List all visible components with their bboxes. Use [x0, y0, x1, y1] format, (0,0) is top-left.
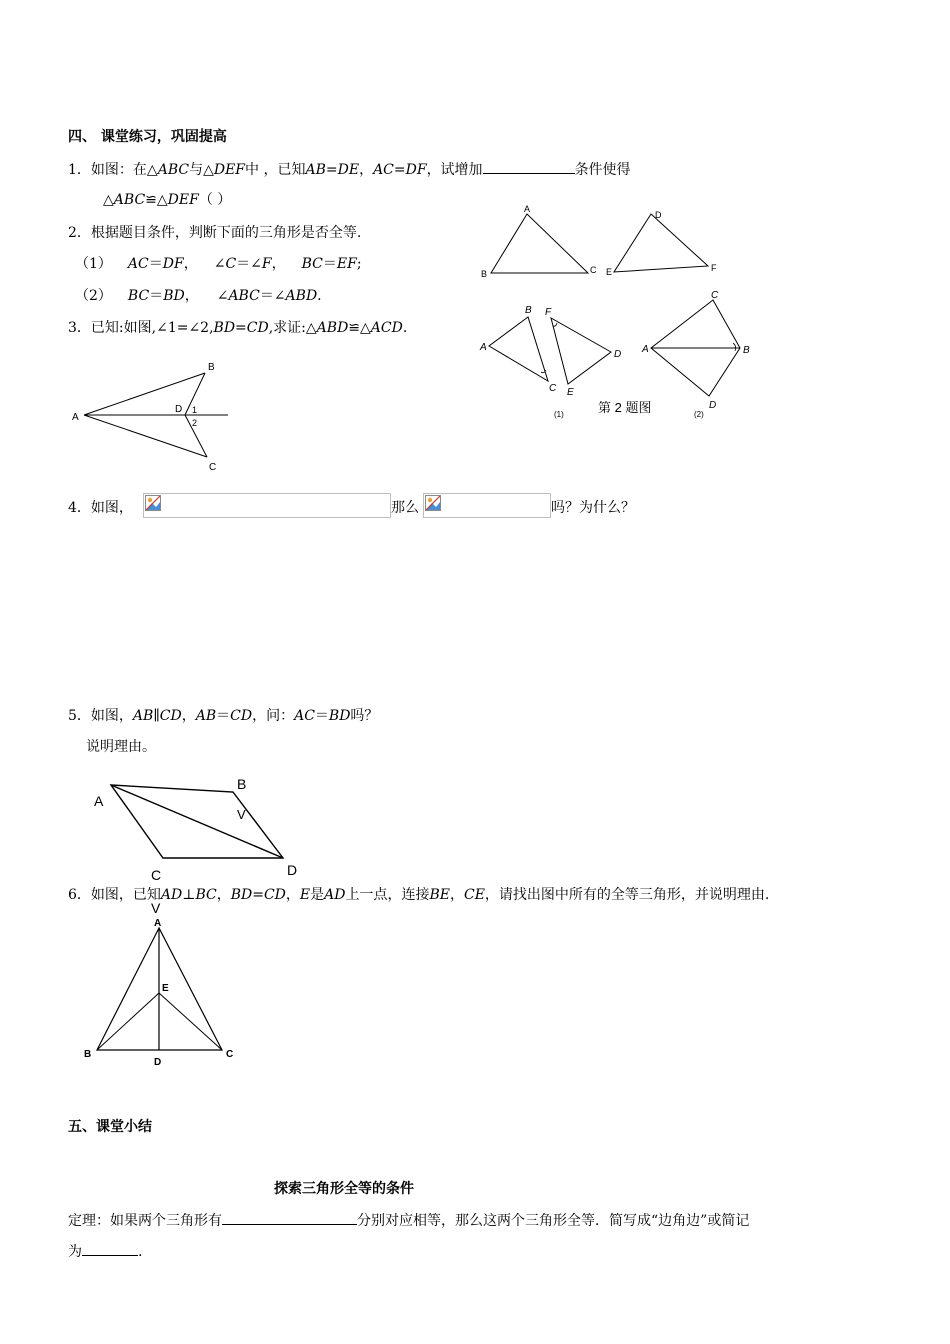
vertex-label: C	[711, 290, 719, 301]
math: BD=CD	[213, 320, 269, 336]
math: F	[261, 256, 272, 272]
summary-text: 分别对应相等，那么这两个三角形全等．简写成“边角边”或简记	[357, 1213, 750, 1229]
vertex-label: E	[567, 387, 574, 398]
section-title: 五、课堂小结	[68, 1119, 152, 1135]
math: BC	[195, 887, 217, 903]
vertex-label: D	[154, 1057, 162, 1068]
math: ＝	[149, 288, 164, 304]
math: AD	[160, 887, 183, 903]
figure-caption: 第 2 题图	[598, 400, 652, 415]
math: ＝	[148, 256, 163, 272]
math: .	[317, 288, 322, 304]
math: AB	[132, 708, 154, 724]
sub-number: （2）	[75, 288, 112, 304]
math: ，	[271, 256, 286, 272]
math: ＝	[216, 708, 231, 724]
vertex-label: V	[237, 807, 246, 822]
q5-text: 吗？	[350, 708, 379, 724]
segment-ce	[159, 993, 222, 1050]
answer-blank[interactable]	[82, 1242, 138, 1256]
summary-line-2	[68, 1242, 142, 1261]
question-5-line-2: 说明理由。	[86, 739, 156, 755]
q1-math: AC=DF	[373, 162, 427, 178]
math: ABD	[316, 320, 349, 336]
math: ＝∠	[259, 288, 286, 304]
vertex-label: V	[151, 900, 161, 916]
q6-text: ，	[285, 887, 300, 903]
math: CD	[159, 708, 182, 724]
q1-math: DEF	[213, 162, 246, 178]
q3-text: .	[402, 320, 408, 336]
math: ABD	[285, 288, 318, 304]
q6-text: 是	[310, 887, 325, 903]
q1-text: 与△	[189, 162, 214, 178]
question-number: 1．	[68, 162, 91, 178]
q6-text: 上一点，连接	[345, 887, 430, 903]
vertex-label: B	[525, 305, 532, 316]
vertex-label: A	[94, 793, 104, 809]
q1-text: 如图：在△	[90, 162, 158, 178]
math: E	[299, 887, 311, 903]
vertex-label: D	[287, 862, 298, 878]
math: BD=CD	[230, 887, 286, 903]
figure-label: (2)	[694, 410, 704, 419]
vertex-label: D	[614, 349, 622, 360]
vertex-label: C	[151, 867, 162, 883]
figure-label: (1)	[554, 410, 564, 419]
math: BD	[163, 288, 185, 304]
vertex-label: A	[480, 342, 487, 353]
q3-text: ,求证:△	[268, 320, 317, 336]
vertex-label: A	[524, 204, 531, 214]
q1-text: 条件使得	[574, 162, 631, 178]
q1-math: DEF	[167, 192, 199, 208]
math: ;	[356, 256, 362, 272]
math: ⊥	[182, 887, 196, 903]
vertex-label: E	[162, 983, 169, 994]
question-number: 3．	[68, 320, 91, 336]
math: ＝∠	[236, 256, 262, 272]
question-4-text-a: 4．如图，	[68, 500, 133, 516]
vertex-label: A	[642, 344, 649, 355]
math: BD	[328, 708, 351, 724]
math: ＝	[322, 256, 337, 272]
q5-text: ，	[181, 708, 196, 724]
math: ∥	[153, 708, 160, 724]
q1-math: ABC	[113, 192, 146, 208]
math: ABC	[228, 288, 260, 304]
summary-line-1	[68, 1211, 749, 1230]
math: AC	[294, 708, 315, 724]
answer-blank[interactable]	[222, 1211, 357, 1225]
vertex-label: F	[711, 263, 717, 273]
question-4-text-b: 那么	[391, 500, 419, 516]
q5-text: ，问：	[252, 708, 295, 724]
vertex-label: C	[549, 383, 557, 394]
q1-math: AB=DE	[305, 162, 360, 178]
q5-text: 5．如图，	[68, 708, 133, 724]
math: BE	[429, 887, 450, 903]
math: ACD	[370, 320, 403, 336]
math: BC	[127, 288, 150, 304]
vertex-label: B	[743, 345, 750, 356]
angle-label: 2	[192, 418, 198, 428]
math: BC	[301, 256, 323, 272]
math: ，	[184, 288, 199, 304]
summary-text: .	[138, 1244, 143, 1260]
math: AC	[127, 256, 149, 272]
vertex-label: A	[154, 918, 162, 929]
vertex-label: E	[606, 267, 613, 277]
summary-text: 为	[68, 1244, 82, 1260]
vertex-label: A	[72, 412, 79, 423]
math: CD	[230, 708, 253, 724]
math: EF	[336, 256, 357, 272]
math: DF	[162, 256, 184, 272]
q6-text: ，	[449, 887, 464, 903]
vertex-label: C	[590, 265, 597, 275]
question-2-text: 2．根据题目条件，判断下面的三角形是否全等.	[68, 225, 362, 241]
math: ，	[183, 256, 198, 272]
vertex-label: F	[545, 307, 552, 318]
math: C	[225, 256, 237, 272]
q1-text: ，试增加	[426, 162, 483, 178]
vertex-label: C	[209, 462, 217, 473]
summary-subtitle: 探索三角形全等的条件	[274, 1181, 414, 1197]
question-4-text-c: 吗？为什么？	[551, 500, 635, 516]
vertex-label: B	[481, 269, 488, 279]
math: ＝	[314, 708, 329, 724]
math: AB	[195, 708, 217, 724]
q3-text: ≌△	[348, 320, 371, 336]
angle-label: 1	[192, 405, 198, 415]
vertex-label: B	[237, 776, 247, 792]
vertex-label: D	[175, 404, 183, 415]
q1-text: ，	[359, 162, 374, 178]
q6-text: ，请找出图中所有的全等三角形，并说明理由.	[484, 887, 770, 903]
q6-text: ，	[216, 887, 231, 903]
vertex-label: C	[226, 1049, 234, 1060]
q6-text: 6．如图，已知	[68, 887, 161, 903]
answer-parentheses[interactable]: （ ）	[198, 192, 232, 208]
math: ∠	[213, 256, 226, 272]
q3-text: 已知:如图,∠1=∠2,	[90, 320, 214, 336]
vertex-label: B	[84, 1049, 92, 1060]
math: ∠	[216, 288, 229, 304]
vertex-label: B	[208, 362, 215, 373]
vertex-label: D	[709, 400, 717, 411]
summary-text: 定理：如果两个三角形有	[68, 1213, 222, 1229]
q1-text: ≌△	[145, 192, 168, 208]
q1-math: ABC	[157, 162, 190, 178]
sub-number: （1）	[75, 256, 112, 272]
q1-text: 中 ，已知	[245, 162, 306, 178]
math: AD	[324, 887, 346, 903]
segment-be	[97, 993, 159, 1050]
section-title: 四、 课堂练习，巩固提高	[68, 129, 227, 145]
q1-text: △	[103, 192, 114, 208]
vertex-label: D	[655, 210, 662, 220]
math: CE	[463, 887, 485, 903]
